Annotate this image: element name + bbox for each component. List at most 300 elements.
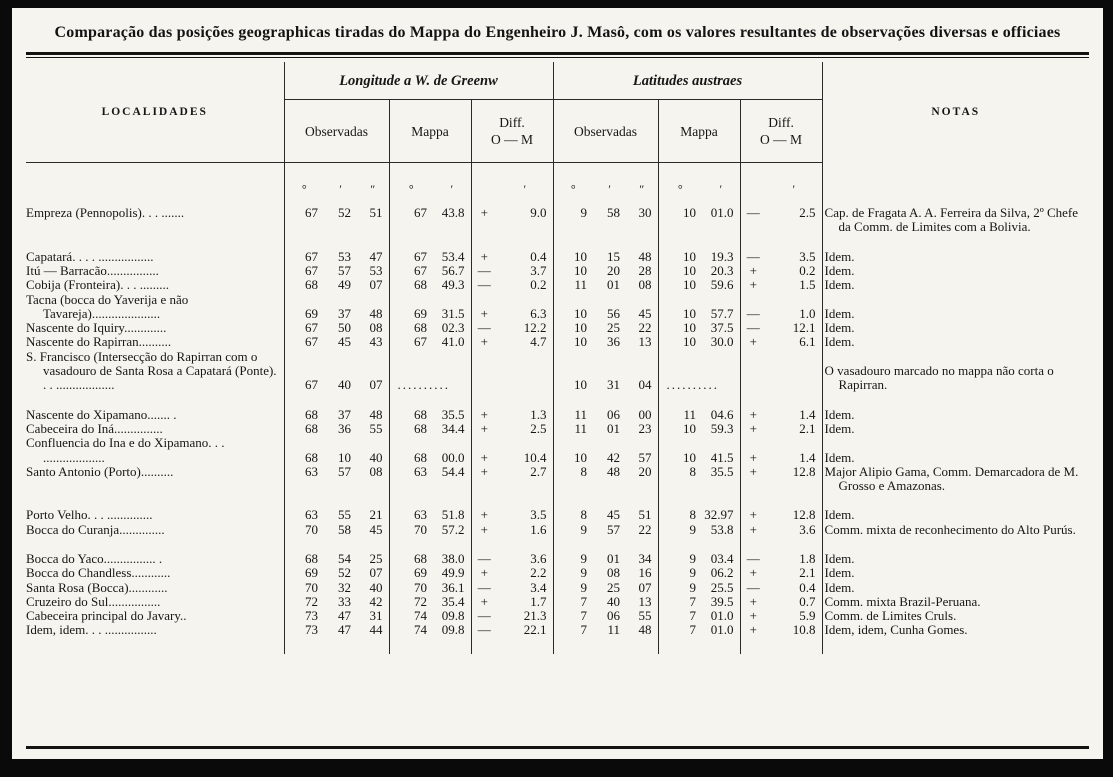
table-row bbox=[26, 321, 1089, 335]
lon-obs-min: 53 bbox=[338, 248, 351, 264]
lat-diff-val: 10.8 bbox=[792, 622, 816, 638]
lat-diff-sign: + bbox=[740, 436, 766, 465]
lat-diff-val: 12.8 bbox=[792, 463, 816, 479]
lon-obs-sec: 08 bbox=[369, 463, 383, 479]
lat-obs-sec: 22 bbox=[638, 320, 652, 336]
lon-map-min: 00.0 bbox=[441, 449, 465, 465]
lat-diff-header bbox=[740, 100, 822, 163]
locality-cell: Cabeceira principal do Javary.. bbox=[26, 608, 187, 624]
table-row bbox=[26, 350, 1089, 393]
lon-diff-val: 10.4 bbox=[523, 449, 547, 465]
lat-obs-sec: 22 bbox=[638, 521, 652, 537]
lat-obs-min: 06 bbox=[607, 406, 620, 422]
lat-diff-val: 0.7 bbox=[799, 593, 816, 609]
lon-map-min: 49.9 bbox=[441, 565, 465, 581]
lat-diff-val: 2.1 bbox=[799, 420, 816, 436]
lat-diff-val: 5.9 bbox=[799, 608, 816, 624]
lat-map-min: 01.0 bbox=[710, 622, 734, 638]
lon-obs-min: 57 bbox=[338, 463, 351, 479]
unit-lon-map-min: ′ bbox=[450, 181, 454, 196]
lon-diff-val: 4.7 bbox=[530, 334, 547, 350]
locality-cell: Bocca do Chandless............ bbox=[26, 565, 171, 581]
locality-cell: Nascente do Rapirran.......... bbox=[26, 334, 172, 350]
lon-obs-min: 47 bbox=[338, 608, 351, 624]
lon-map-min: 02.3 bbox=[441, 320, 465, 336]
lat-map-deg: 11 bbox=[658, 393, 702, 422]
lon-obs-min: 49 bbox=[338, 277, 351, 293]
lat-obs-min: 48 bbox=[607, 463, 620, 479]
unit-lon-obs-sec: ″ bbox=[370, 181, 376, 196]
lat-observadas-header: Observadas bbox=[553, 100, 658, 163]
lon-obs-deg: 68 bbox=[284, 393, 324, 422]
lon-diff-val: 2.5 bbox=[530, 420, 547, 436]
document-sheet bbox=[12, 8, 1103, 759]
lat-diff-formula: O — M bbox=[760, 132, 803, 147]
lat-obs-min: 25 bbox=[607, 579, 620, 595]
nota-cell: Idem. bbox=[822, 335, 1089, 349]
lon-obs-sec: 25 bbox=[369, 551, 383, 566]
lon-map-deg: 68 bbox=[389, 537, 433, 566]
lat-mappa-header: Mappa bbox=[658, 100, 740, 163]
lon-obs-min: 55 bbox=[338, 507, 351, 523]
lon-map-deg: 67 bbox=[389, 335, 433, 349]
nota-cell: Cap. de Fragata A. A. Ferreira da Silva, 2º Chefe da Comm. de Limites com a Bolivia. bbox=[822, 206, 1089, 235]
nota-cell: Idem. bbox=[822, 278, 1089, 292]
nota-cell: Idem. bbox=[822, 436, 1089, 465]
lat-obs-sec: 13 bbox=[638, 593, 652, 609]
table-footer bbox=[26, 638, 1089, 654]
lon-map-deg: 63 bbox=[389, 465, 433, 494]
lon-map-deg: 63 bbox=[389, 493, 433, 522]
lat-obs-sec: 45 bbox=[638, 305, 652, 321]
lat-obs-deg: 9 bbox=[553, 537, 593, 566]
nota-cell: Idem. bbox=[822, 537, 1089, 566]
lon-obs-min: 58 bbox=[338, 521, 351, 537]
unit-lon-obs-min: ′ bbox=[339, 181, 342, 196]
lat-diff-val: 2.5 bbox=[799, 205, 816, 221]
unit-lat-map-deg: ° bbox=[658, 162, 702, 206]
lat-diff-sign: + bbox=[740, 422, 766, 436]
locality-cell: S. Francisco (Intersecção do Rapirran com o vasadouro de Santa Rosa a Capatará (Ponte). . . .................. bbox=[26, 348, 277, 393]
lon-map-min: 35.4 bbox=[441, 593, 465, 609]
lon-obs-sec: 55 bbox=[369, 420, 383, 436]
lat-obs-deg: 11 bbox=[553, 393, 593, 422]
lat-obs-sec: 00 bbox=[638, 406, 652, 422]
lon-diff-sign: + bbox=[471, 235, 497, 264]
unit-lon-diff-min: ′ bbox=[523, 181, 527, 196]
lat-obs-deg: 9 bbox=[553, 523, 593, 537]
lat-map-min: 25.5 bbox=[710, 579, 734, 595]
lat-obs-min: 58 bbox=[607, 205, 620, 221]
table-row bbox=[26, 523, 1089, 537]
lon-map-min: 49.3 bbox=[441, 277, 465, 293]
nota-cell: Idem. bbox=[822, 581, 1089, 595]
lat-map-deg: 10 bbox=[658, 206, 702, 235]
lat-map-min: 59.6 bbox=[710, 277, 734, 293]
unit-lat-map-min: ′ bbox=[719, 181, 723, 196]
lon-obs-sec: 31 bbox=[369, 608, 383, 624]
unit-lon-obs-deg: ° bbox=[284, 162, 324, 206]
lon-map-deg: 68 bbox=[389, 321, 433, 335]
lon-obs-sec: 07 bbox=[369, 565, 383, 581]
lat-diff-val: 3.5 bbox=[799, 248, 816, 264]
table-row bbox=[26, 493, 1089, 522]
nota-cell: Idem. bbox=[822, 321, 1089, 335]
lat-diff-sign: — bbox=[740, 235, 766, 264]
table-row bbox=[26, 465, 1089, 494]
lon-obs-deg: 70 bbox=[284, 523, 324, 537]
nota-cell: O vasadouro marcado no mappa não corta o Rapirran. bbox=[822, 350, 1089, 393]
latitude-group-header: Latitudes austraes bbox=[553, 62, 822, 99]
lon-obs-deg: 68 bbox=[284, 278, 324, 292]
longitude-group-header: Longitude a W. de Greenw bbox=[284, 62, 553, 99]
lat-obs-deg: 8 bbox=[553, 465, 593, 494]
lon-obs-deg: 72 bbox=[284, 595, 324, 609]
lat-obs-sec: 48 bbox=[638, 248, 652, 264]
lon-obs-min: 32 bbox=[338, 579, 351, 595]
locality-cell: Confluencia do Ina e do Xipamano. . . ................... bbox=[26, 435, 225, 465]
lon-mappa-header: Mappa bbox=[389, 100, 471, 163]
nota-cell: Comm. mixta de reconhecimento do Alto Purús. bbox=[822, 523, 1089, 537]
localidades-header: LOCALIDADES bbox=[26, 62, 284, 162]
table-row bbox=[26, 566, 1089, 580]
lon-map-deg: 68 bbox=[389, 436, 433, 465]
lat-map-deg: 10 bbox=[658, 264, 702, 278]
lat-obs-sec: 48 bbox=[638, 622, 652, 638]
lat-map-min: 37.5 bbox=[710, 320, 734, 336]
lon-diff-val: 21.3 bbox=[523, 608, 547, 624]
lat-obs-min: 31 bbox=[607, 377, 620, 393]
table-row bbox=[26, 422, 1089, 436]
lon-obs-min: 37 bbox=[338, 406, 351, 422]
lat-map-deg: 10 bbox=[658, 321, 702, 335]
lat-obs-min: 36 bbox=[607, 334, 620, 350]
lon-map-min: 56.7 bbox=[441, 262, 465, 278]
lon-diff-val: 9.0 bbox=[530, 205, 547, 221]
lon-obs-min: 40 bbox=[338, 377, 351, 393]
lon-map-deg: 70 bbox=[389, 581, 433, 595]
lon-obs-deg: 68 bbox=[284, 422, 324, 436]
lat-obs-deg: 10 bbox=[553, 264, 593, 278]
lon-map-deg: 69 bbox=[389, 293, 433, 322]
lat-obs-deg: 10 bbox=[553, 335, 593, 349]
bottom-rule bbox=[26, 746, 1089, 749]
lat-obs-sec: 07 bbox=[638, 579, 652, 595]
lat-map-deg: 7 bbox=[658, 623, 702, 637]
table-row bbox=[26, 264, 1089, 278]
locality-cell: Nascente do Xipamano....... . bbox=[26, 406, 177, 422]
lon-map-min: 09.8 bbox=[441, 608, 465, 624]
lon-obs-deg: 63 bbox=[284, 493, 324, 522]
lat-diff-sign: + bbox=[740, 493, 766, 522]
lon-obs-min: 36 bbox=[338, 420, 351, 436]
lat-map-min: 03.4 bbox=[710, 551, 734, 566]
table-row bbox=[26, 206, 1089, 235]
lon-diff-sign: + bbox=[471, 422, 497, 436]
lat-diff-sign: + bbox=[740, 264, 766, 278]
lat-obs-deg: 7 bbox=[553, 609, 593, 623]
lon-map-min: 41.0 bbox=[441, 334, 465, 350]
lat-diff-sign: + bbox=[740, 393, 766, 422]
lat-map-min: 30.0 bbox=[710, 334, 734, 350]
lon-obs-min: 50 bbox=[338, 320, 351, 336]
nota-cell: Idem. bbox=[822, 493, 1089, 522]
nota-cell: Idem. bbox=[822, 293, 1089, 322]
table-row bbox=[26, 293, 1089, 322]
lat-diff-sign: + bbox=[740, 609, 766, 623]
lat-map-deg: 9 bbox=[658, 523, 702, 537]
locality-cell: Bocca do Yaco................ . bbox=[26, 551, 163, 566]
comparison-table bbox=[26, 62, 1089, 654]
lon-diff-val: 1.7 bbox=[530, 593, 547, 609]
lon-obs-sec: 48 bbox=[369, 406, 383, 422]
lon-obs-sec: 44 bbox=[369, 622, 383, 638]
locality-cell: Capatará. . . . ................. bbox=[26, 248, 154, 264]
lon-map-deg: 67 bbox=[389, 264, 433, 278]
locality-cell: Nascente do Iquiry............. bbox=[26, 320, 167, 336]
lon-diff-val: 6.3 bbox=[530, 305, 547, 321]
nota-cell: Idem. bbox=[822, 235, 1089, 264]
lat-obs-min: 08 bbox=[607, 565, 620, 581]
lon-diff-sign: + bbox=[471, 293, 497, 322]
lat-diff-val: 2.1 bbox=[799, 565, 816, 581]
lon-diff-sign: — bbox=[471, 278, 497, 292]
units-locality-blank bbox=[26, 162, 284, 206]
lat-diff-sign: — bbox=[740, 321, 766, 335]
lat-obs-min: 01 bbox=[607, 420, 620, 436]
lon-map-min: 51.8 bbox=[441, 507, 465, 523]
lon-diff-val: 3.6 bbox=[530, 551, 547, 566]
lat-diff-sign: — bbox=[740, 293, 766, 322]
lon-diff-sign: + bbox=[471, 393, 497, 422]
lon-obs-min: 57 bbox=[338, 262, 351, 278]
lat-map-deg: 10 bbox=[658, 278, 702, 292]
lat-obs-deg: 10 bbox=[553, 293, 593, 322]
lon-diff-val: 3.4 bbox=[530, 579, 547, 595]
lon-diff-sign: + bbox=[471, 436, 497, 465]
locality-cell: Cruzeiro do Sul................ bbox=[26, 593, 161, 609]
lat-map-deg: 9 bbox=[658, 566, 702, 580]
lat-map-min: 06.2 bbox=[710, 565, 734, 581]
lat-obs-deg: 11 bbox=[553, 278, 593, 292]
lon-diff-sign bbox=[471, 350, 497, 393]
lat-obs-min: 06 bbox=[607, 608, 620, 624]
locality-cell: Santa Rosa (Bocca)............ bbox=[26, 579, 168, 595]
lon-observadas-header: Observadas bbox=[284, 100, 389, 163]
lat-diff-sign: — bbox=[740, 206, 766, 235]
lon-obs-sec: 47 bbox=[369, 248, 383, 264]
lat-diff-val: 1.4 bbox=[799, 406, 816, 422]
lon-diff-sign: — bbox=[471, 623, 497, 637]
lon-obs-sec: 42 bbox=[369, 593, 383, 609]
lat-obs-min: 40 bbox=[607, 593, 620, 609]
lat-obs-sec: 23 bbox=[638, 420, 652, 436]
lon-obs-deg: 67 bbox=[284, 321, 324, 335]
lat-map-deg: 10 bbox=[658, 335, 702, 349]
lat-obs-sec: 16 bbox=[638, 565, 652, 581]
lat-map-deg: .......... bbox=[658, 350, 740, 393]
lon-map-min: 35.5 bbox=[441, 406, 465, 422]
lon-obs-deg: 63 bbox=[284, 465, 324, 494]
lat-obs-deg: 7 bbox=[553, 595, 593, 609]
lon-obs-sec: 07 bbox=[369, 277, 383, 293]
lat-obs-deg: 10 bbox=[553, 321, 593, 335]
lon-map-deg: 68 bbox=[389, 393, 433, 422]
lon-map-min: 31.5 bbox=[441, 305, 465, 321]
lat-map-deg: 8 bbox=[658, 493, 702, 522]
lat-obs-sec: 34 bbox=[638, 551, 652, 566]
lat-map-min: 20.3 bbox=[710, 262, 734, 278]
lon-obs-min: 33 bbox=[338, 593, 351, 609]
lon-obs-min: 52 bbox=[338, 565, 351, 581]
locality-cell: Santo Antonio (Porto).......... bbox=[26, 463, 174, 479]
nota-cell: Idem. bbox=[822, 566, 1089, 580]
lat-obs-sec: 20 bbox=[638, 463, 652, 479]
locality-cell: Itú — Barracão................ bbox=[26, 262, 159, 278]
lat-obs-min: 01 bbox=[607, 551, 620, 566]
lon-map-min: 53.4 bbox=[441, 248, 465, 264]
lon-map-min: 38.0 bbox=[441, 551, 465, 566]
lat-diff-sign: — bbox=[740, 537, 766, 566]
lat-map-min: 59.3 bbox=[710, 420, 734, 436]
lat-obs-deg: 10 bbox=[553, 235, 593, 264]
lat-diff-sign: + bbox=[740, 278, 766, 292]
nota-cell: Comm. de Limites Cruls. bbox=[822, 609, 1089, 623]
table-section bbox=[26, 62, 1089, 744]
lat-obs-min: 20 bbox=[607, 262, 620, 278]
locality-cell: Cobija (Fronteira). . . ......... bbox=[26, 277, 169, 293]
lat-map-min: 41.5 bbox=[710, 449, 734, 465]
table-row bbox=[26, 235, 1089, 264]
lon-map-min: 57.2 bbox=[441, 521, 465, 537]
nota-cell: Major Alipio Gama, Comm. Demarcadora de M. Grosso e Amazonas. bbox=[822, 465, 1089, 494]
lon-obs-deg: 69 bbox=[284, 293, 324, 322]
lon-obs-deg: 67 bbox=[284, 206, 324, 235]
lon-map-deg: 70 bbox=[389, 523, 433, 537]
lat-obs-min: 45 bbox=[607, 507, 620, 523]
lon-obs-sec: 08 bbox=[369, 320, 383, 336]
lat-obs-sec: 30 bbox=[638, 205, 652, 221]
lon-obs-deg: 68 bbox=[284, 537, 324, 566]
table-row bbox=[26, 623, 1089, 637]
lat-diff-val: 1.4 bbox=[799, 449, 816, 465]
unit-lat-diff-blank bbox=[740, 162, 766, 206]
lon-map-min: 43.8 bbox=[441, 205, 465, 221]
lon-map-deg: .......... bbox=[389, 350, 471, 393]
lat-map-min: 01.0 bbox=[710, 205, 734, 221]
header-row-units bbox=[26, 162, 1089, 206]
lat-map-min: 01.0 bbox=[710, 608, 734, 624]
lat-map-deg: 10 bbox=[658, 293, 702, 322]
lon-diff-sign: + bbox=[471, 493, 497, 522]
lat-obs-sec: 28 bbox=[638, 262, 652, 278]
lon-obs-min: 37 bbox=[338, 305, 351, 321]
lat-obs-deg: 11 bbox=[553, 422, 593, 436]
lon-obs-sec: 53 bbox=[369, 262, 383, 278]
lon-map-deg: 67 bbox=[389, 206, 433, 235]
locality-cell: Empreza (Pennopolis). . . ....... bbox=[26, 205, 185, 221]
lat-diff-sign: + bbox=[740, 595, 766, 609]
lon-map-deg: 74 bbox=[389, 609, 433, 623]
lat-diff-sign bbox=[740, 350, 766, 393]
table-header bbox=[26, 62, 1089, 206]
lon-map-min: 09.8 bbox=[441, 622, 465, 638]
lat-obs-deg: 10 bbox=[553, 350, 593, 393]
lat-map-min: 39.5 bbox=[710, 593, 734, 609]
lat-obs-min: 57 bbox=[607, 521, 620, 537]
lat-map-min: 53.8 bbox=[710, 521, 734, 537]
lon-diff-sign: — bbox=[471, 321, 497, 335]
table-body bbox=[26, 206, 1089, 638]
lat-obs-deg: 10 bbox=[553, 436, 593, 465]
lon-diff-sign: + bbox=[471, 335, 497, 349]
table-row bbox=[26, 278, 1089, 292]
lon-diff-label: Diff. bbox=[499, 115, 525, 131]
lon-map-min: 36.1 bbox=[441, 579, 465, 595]
locality-cell: Idem, idem. . . ................ bbox=[26, 622, 157, 638]
lon-obs-deg: 67 bbox=[284, 350, 324, 393]
lon-diff-sign: + bbox=[471, 595, 497, 609]
nota-cell: Idem, idem, Cunha Gomes. bbox=[822, 623, 1089, 637]
lat-map-min: 04.6 bbox=[710, 406, 734, 422]
lon-obs-sec: 45 bbox=[369, 521, 383, 537]
lat-map-deg: 9 bbox=[658, 581, 702, 595]
title-rule-thin bbox=[26, 57, 1089, 58]
lon-diff-val: 12.2 bbox=[523, 320, 547, 336]
lon-diff-sign: — bbox=[471, 264, 497, 278]
lon-obs-min: 54 bbox=[338, 551, 351, 566]
lon-diff-val: 0.2 bbox=[530, 277, 547, 293]
page-title: Comparação das posições geographicas tiradas do Mappa do Engenheiro J. Masô, com os valores resultantes de observações diversas e officiaes bbox=[54, 24, 1061, 41]
unit-lat-obs-deg: ° bbox=[553, 162, 593, 206]
lon-obs-min: 10 bbox=[338, 449, 351, 465]
lon-obs-sec: 51 bbox=[369, 205, 383, 221]
lon-diff-formula: O — M bbox=[490, 132, 533, 147]
nota-cell: Idem. bbox=[822, 422, 1089, 436]
lon-diff-val: 2.7 bbox=[530, 463, 547, 479]
lon-diff-val: 1.6 bbox=[530, 521, 547, 537]
lon-diff-val: 1.3 bbox=[530, 406, 547, 422]
lat-map-min: 35.5 bbox=[710, 463, 734, 479]
lat-obs-sec: 55 bbox=[638, 608, 652, 624]
lon-obs-deg: 69 bbox=[284, 566, 324, 580]
lon-diff-val: 3.5 bbox=[530, 507, 547, 523]
lat-obs-sec: 51 bbox=[638, 507, 652, 523]
lat-map-deg: 8 bbox=[658, 465, 702, 494]
lat-obs-sec: 57 bbox=[638, 449, 652, 465]
lon-obs-deg: 67 bbox=[284, 235, 324, 264]
table-row bbox=[26, 581, 1089, 595]
lon-diff-sign: + bbox=[471, 465, 497, 494]
nota-cell: Idem. bbox=[822, 393, 1089, 422]
lon-obs-sec: 07 bbox=[369, 377, 383, 393]
lat-diff-val: 0.2 bbox=[799, 262, 816, 278]
lat-diff-sign: + bbox=[740, 623, 766, 637]
lon-map-deg: 68 bbox=[389, 278, 433, 292]
lon-diff-val: 22.1 bbox=[523, 622, 547, 638]
lat-diff-sign: + bbox=[740, 523, 766, 537]
table-row bbox=[26, 393, 1089, 422]
lat-obs-sec: 08 bbox=[638, 277, 652, 293]
title-rule-thick bbox=[26, 52, 1089, 55]
lon-obs-sec: 40 bbox=[369, 579, 383, 595]
lon-obs-sec: 40 bbox=[369, 449, 383, 465]
lon-diff-val: 3.7 bbox=[530, 262, 547, 278]
lat-diff-val bbox=[766, 350, 822, 393]
lat-obs-min: 15 bbox=[607, 248, 620, 264]
lat-diff-sign: — bbox=[740, 581, 766, 595]
lat-diff-val: 6.1 bbox=[799, 334, 816, 350]
